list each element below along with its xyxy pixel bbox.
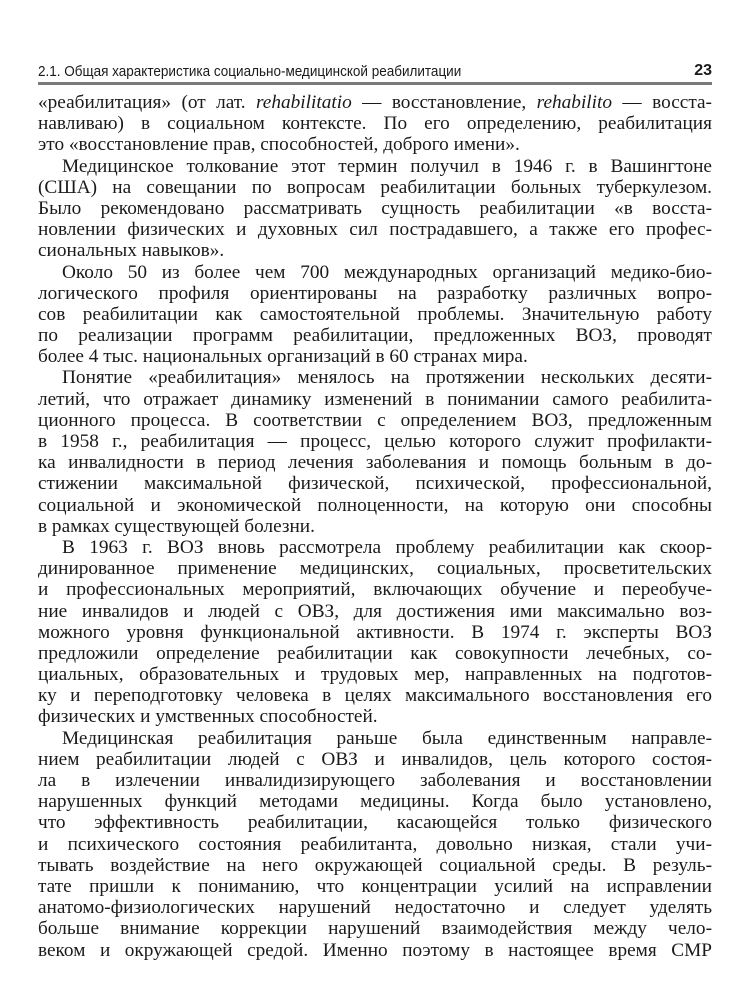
text-line: предложили определение реабилитации как совокупности лечебных, со- bbox=[38, 642, 712, 664]
running-header bbox=[38, 58, 712, 85]
text-line: тывать воздействие на него окружающей социальной среды. В резуль- bbox=[38, 854, 712, 876]
text-line: и профессиональных мероприятий, включающих обучение и переобуче- bbox=[38, 579, 712, 601]
text-line: Медицинская реабилитация раньше была единственным направле- bbox=[62, 727, 712, 749]
text-line: тате пришли к пониманию, что концентрации усилий на исправлении bbox=[38, 875, 712, 897]
text-line: Понятие «реабилитация» менялось на протяжении нескольких десяти- bbox=[62, 367, 712, 389]
latin-term: rehabilito bbox=[536, 92, 613, 113]
text-line: в 1958 г., реабилитация — процесс, целью которого служит профилакти- bbox=[38, 431, 712, 452]
text-line bbox=[38, 92, 712, 113]
text-line: веком и окружающей средой. Именно поэтому в настоящее время СМР bbox=[38, 939, 712, 961]
text-line: анатомо-физиологических нарушений недостаточно и следует уделять bbox=[38, 897, 712, 919]
text-line: (США) на совещании по вопросам реабилитации больных туберкулезом. bbox=[38, 176, 712, 198]
text-line: стижении максимальной физической, психической, профессиональной, bbox=[38, 473, 712, 495]
text-line: больше внимание коррекции нарушений взаимодействия между чело- bbox=[38, 918, 712, 940]
text-line: навливаю) в социальном контексте. По его определению, реабилитация bbox=[38, 113, 712, 135]
text-line: Было рекомендовано рассматривать сущность реабилитации «в восста- bbox=[38, 197, 712, 219]
latin-term: rehabilitatio bbox=[256, 92, 352, 113]
text-line: динированное применение медицинских, социальных, просветительских bbox=[38, 558, 712, 580]
paragraph bbox=[38, 537, 712, 728]
text-line: летий, что отражает динамику изменений в понимании самого реабилита- bbox=[38, 388, 712, 410]
text-line: и психического состояния реабилитанта, довольно низкая, стали учи- bbox=[38, 833, 712, 855]
paragraph bbox=[38, 728, 712, 961]
text-line: в рамках существующей болезни. bbox=[38, 515, 315, 537]
text-line: социальной и экономической полноценности, на которую они способны bbox=[38, 494, 712, 516]
text-line: более 4 тыс. национальных организаций в 60 странах мира. bbox=[38, 346, 528, 368]
text-line: сов реабилитации как самостоятельной проблемы. Значительную работу bbox=[38, 303, 712, 325]
text-line: циальных, образовательных и трудовых мер, направленных на подготов- bbox=[38, 664, 712, 686]
text-line: сиональных навыков». bbox=[38, 240, 225, 262]
text-segment: «реабилитация» (от лат. bbox=[38, 92, 257, 113]
text-line: что эффективность реабилитации, касающейся только физического bbox=[38, 812, 712, 834]
text-line: можного уровня функциональной активности. В 1974 г. эксперты ВОЗ bbox=[38, 621, 712, 643]
paragraph bbox=[38, 92, 712, 156]
text-line: ла в излечении инвалидизирующего заболевания и восстановлении bbox=[38, 770, 712, 791]
section-title: 2.1. Общая характеристика социально-медицинской реабилитации bbox=[38, 63, 462, 80]
text-line: по реализации программ реабилитации, предложенных ВОЗ, проводят bbox=[38, 325, 712, 347]
text-line: Около 50 из более чем 700 международных организаций медико-био- bbox=[62, 261, 712, 283]
text-line: В 1963 г. ВОЗ вновь рассмотрела проблему реабилитации как скоор- bbox=[62, 536, 712, 558]
body-text bbox=[38, 92, 712, 961]
text-line: новлении физических и духовных сил пострадавшего, а также его профес- bbox=[38, 219, 712, 241]
text-line: логического профиля ориентированы на разработку различных вопро- bbox=[38, 282, 712, 304]
text-line: нарушенных функций методами медицины. Когда было установлено, bbox=[38, 791, 712, 813]
text-line: ние инвалидов и людей с ОВЗ, для достижения ими максимально воз- bbox=[38, 600, 712, 622]
paragraph bbox=[38, 262, 712, 368]
text-line: нием реабилитации людей с ОВЗ и инвалидов, цель которого состоя- bbox=[38, 748, 712, 770]
text-line: ционного процесса. В соответствии с определением ВОЗ, предложенным bbox=[38, 409, 712, 431]
text-segment: — восстановление, bbox=[351, 92, 537, 113]
text-line: ку и переподготовку человека в целях максимального восстановления его bbox=[38, 685, 712, 707]
text-line: это «восстановление прав, способностей, доброго имени». bbox=[38, 134, 520, 156]
text-segment: — восста- bbox=[612, 92, 712, 113]
page-number: 23 bbox=[694, 62, 712, 79]
text-line: ка инвалидности в период лечения заболевания и помощь больным в до- bbox=[38, 452, 712, 474]
text-line: Медицинское толкование этот термин получил в 1946 г. в Вашингтоне bbox=[62, 155, 712, 177]
paragraph bbox=[38, 156, 712, 262]
text-line: физических и умственных способностей. bbox=[38, 706, 378, 728]
paragraph bbox=[38, 367, 712, 537]
